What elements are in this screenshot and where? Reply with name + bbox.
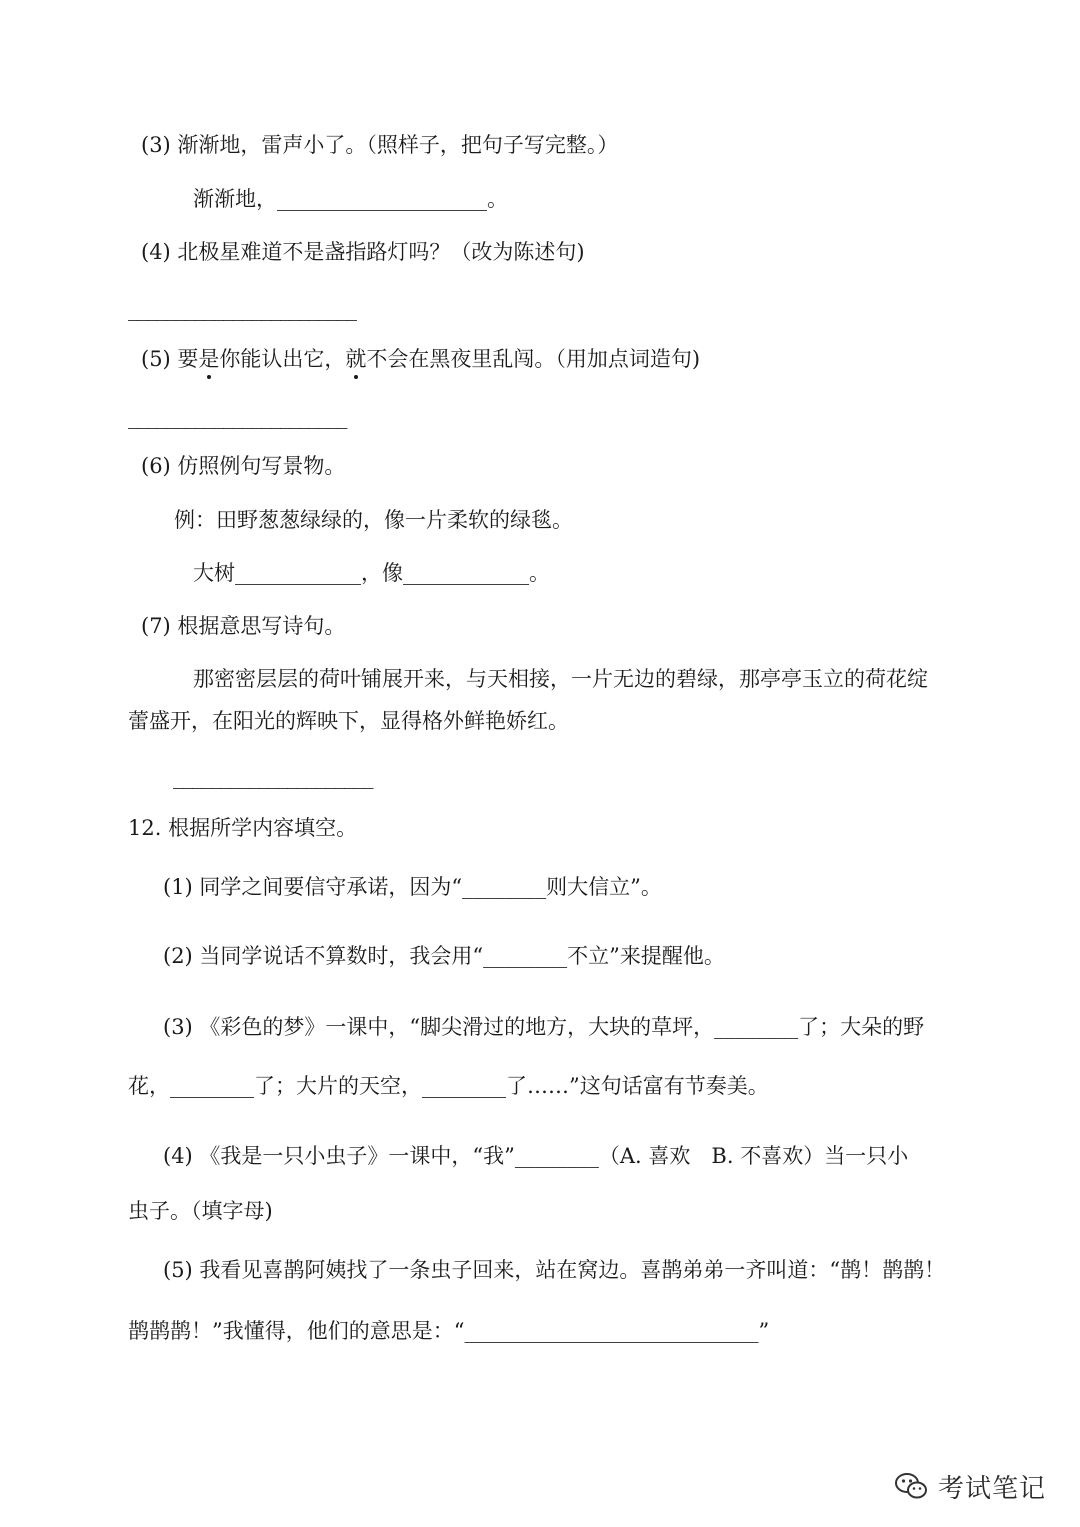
q12-item3-line2: 花，________了；大片的天空，________了……”这句话富有节奏美。 bbox=[128, 1074, 769, 1098]
watermark bbox=[894, 1466, 1046, 1506]
q3-answer-line: 渐渐地，____________________。 bbox=[193, 187, 508, 211]
dotted-char-jiu: 就 bbox=[345, 344, 366, 374]
watermark-text: 考试笔记 bbox=[938, 1473, 1047, 1504]
q7-prompt: (7) 根据意思写诗句。 bbox=[141, 614, 346, 638]
dotted-char-shi: 是 bbox=[198, 344, 219, 374]
q7-passage-line1: 那密密层层的荷叶铺展开来，与天相接，一片无边的碧绿，那亭亭玉立的荷花绽 bbox=[193, 667, 928, 691]
q12-item3-line1: (3) 《彩色的梦》一课中，“脚尖滑过的地方，大块的草坪，________了；大朵的野 bbox=[163, 1015, 925, 1039]
q12-title: 12. 根据所学内容填空。 bbox=[128, 816, 358, 840]
q12-item1: (1) 同学之间要信守承诺，因为“________则大信立”。 bbox=[163, 875, 662, 899]
q4-answer-line: ________________________ bbox=[128, 297, 356, 321]
wechat-icon bbox=[894, 1471, 928, 1501]
q12-item2: (2) 当同学说话不算数时，我会用“________不立”来提醒他。 bbox=[163, 944, 725, 968]
q7-passage-line2: 蕾盛开，在阳光的辉映下，显得格外鲜艳娇红。 bbox=[128, 709, 569, 733]
q7-answer-line: _____________________ bbox=[173, 765, 373, 789]
q6-prompt: (6) 仿照例句写景物。 bbox=[141, 454, 346, 478]
q5-prompt-mid: 你能认出它， bbox=[219, 347, 346, 371]
q12-item4-line1: (4) 《我是一只小虫子》一课中，“我”________（A. 喜欢 B. 不喜欢）当一只小 bbox=[163, 1144, 909, 1168]
q6-example: 例：田野葱葱绿绿的，像一片柔软的绿毯。 bbox=[174, 508, 573, 532]
q5-prompt bbox=[141, 344, 700, 374]
q3-prompt: (3) 渐渐地，雷声小了。（照样子，把句子写完整。） bbox=[141, 133, 619, 157]
q5-prompt-after: 不会在黑夜里乱闯。（用加点词造句) bbox=[366, 347, 701, 371]
q12-item5-line1: (5) 我看见喜鹊阿姨找了一条虫子回来，站在窝边。喜鹊弟弟一齐叫道：“鹊！鹊鹊！ bbox=[163, 1258, 946, 1282]
q5-answer-line: _______________________ bbox=[128, 405, 347, 429]
q12-item5-line2: 鹊鹊鹊！”我懂得，他们的意思是：“____________________________” bbox=[128, 1319, 770, 1343]
q4-prompt: (4) 北极星难道不是盏指路灯吗？（改为陈述句) bbox=[141, 240, 585, 264]
q12-item4-line2: 虫子。（填字母) bbox=[128, 1199, 273, 1223]
q6-answer-line: 大树____________，像____________。 bbox=[193, 561, 550, 585]
q5-prompt-before: (5) 要 bbox=[141, 347, 199, 371]
